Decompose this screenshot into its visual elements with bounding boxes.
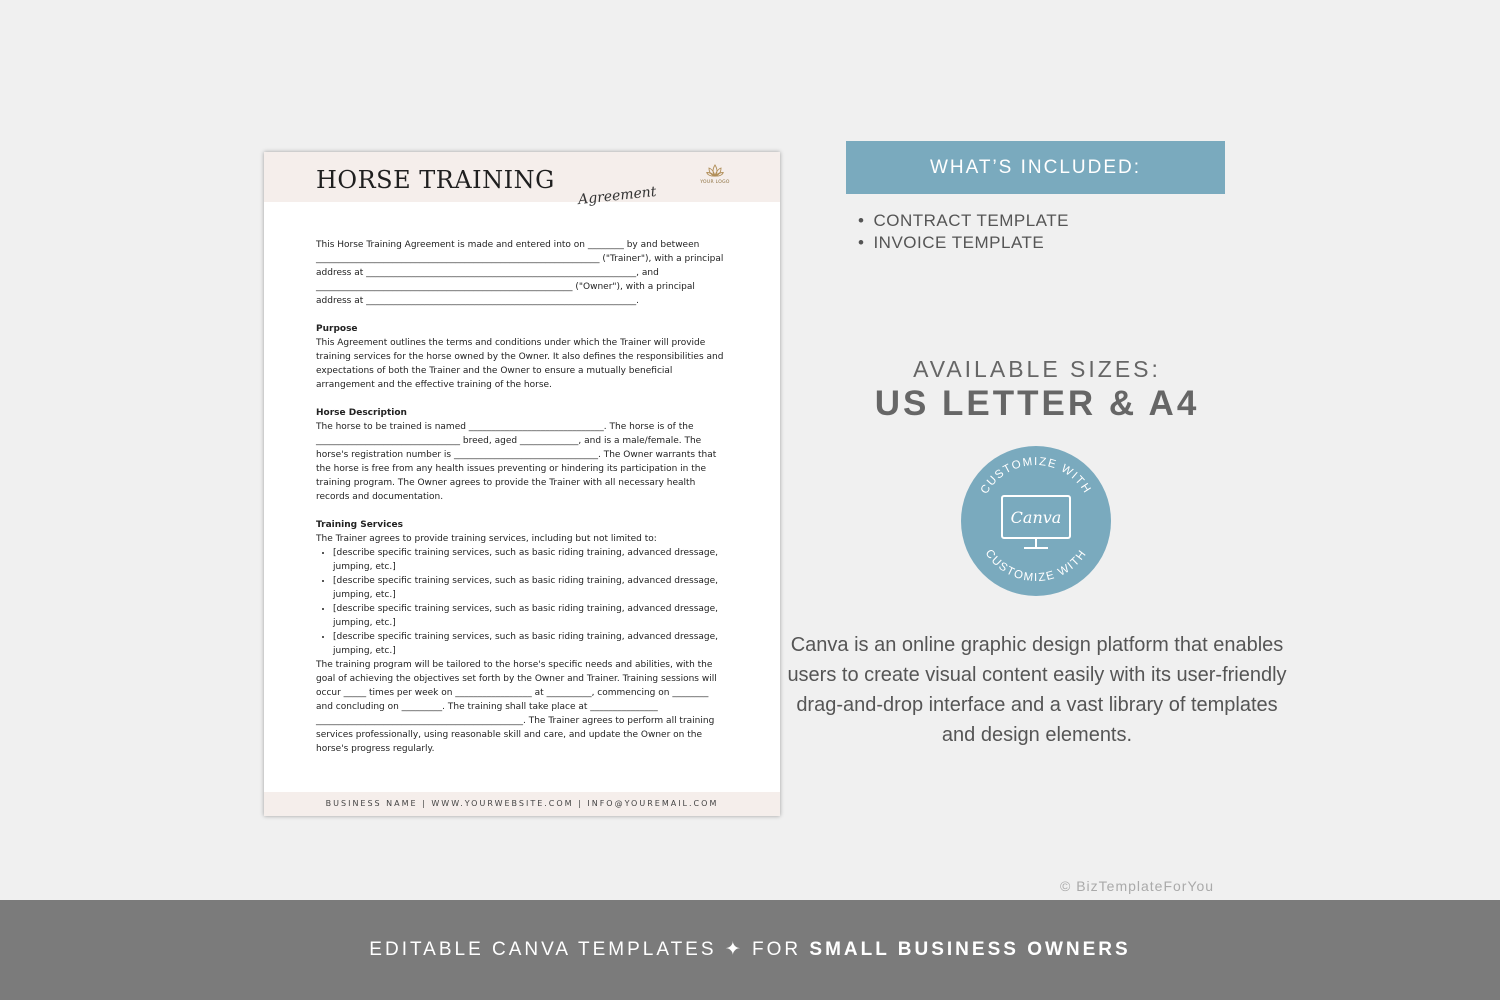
section-text: The horse to be trained is named ______________________________. The horse is of the ________________________________ breed, aged _____________, and is a male/female. The horse's registration number is ________________________________. The Owner warrants that the horse is free from any health issues preventing or hindering its participation in the training program. The Owner agrees to provide the Trainer with all necessary health records and documentation. [316, 422, 717, 502]
banner-text-part1: EDITABLE CANVA TEMPLATES [369, 939, 717, 960]
canva-wordmark: Canva [1010, 508, 1062, 527]
sizes-value: US LETTER & A4 [874, 384, 1200, 423]
sizes-label: AVAILABLE SIZES: [913, 356, 1161, 382]
section-text: The Trainer agrees to provide training services, including but not limited to: [316, 534, 657, 544]
bottom-banner [0, 900, 1500, 1000]
section-heading: Training Services [316, 520, 403, 530]
section-text: This Agreement outlines the terms and conditions under which the Trainer will provide training services for the horse owned by the Owner. It also defines the responsibilities and expectations of both the Trainer and the Owner to ensure a mutually beneficial arrangement and the effective training of the horse. [316, 338, 724, 390]
document-script-title: Agreement [577, 183, 658, 209]
badge-top-text: CUSTOMIZE WITH [978, 455, 1094, 497]
list-item: • [describe specific training services, such as basic riding training, advanced dressage, jumping, etc.] [333, 546, 726, 574]
lotus-icon [706, 163, 724, 179]
badge-graphic [961, 446, 1111, 596]
included-heading: WHAT’S INCLUDED: [846, 141, 1225, 194]
list-item: • [describe specific training services, such as basic riding training, advanced dressage, jumping, etc.] [333, 602, 726, 630]
document-footer: BUSINESS NAME | WWW.YOURWEBSITE.COM | INFO@YOUREMAIL.COM [264, 792, 780, 816]
banner-text-part2: FOR [752, 939, 802, 960]
document-preview [264, 152, 780, 816]
list-item: • CONTRACT TEMPLATE [858, 210, 1069, 232]
logo [700, 163, 730, 193]
sparkle-icon: ✦ [724, 939, 744, 960]
customize-with-canva-badge [961, 446, 1111, 596]
included-list [858, 210, 1069, 254]
badge-bottom-text: CUSTOMIZE WITH [982, 547, 1090, 585]
document-body [316, 238, 726, 756]
logo-text: YOUR LOGO [700, 180, 730, 185]
copyright-text: © BizTemplateForYou [1060, 878, 1215, 894]
document-header [264, 152, 780, 209]
training-services-list [316, 546, 726, 658]
list-item: • [describe specific training services, such as basic riding training, advanced dressage, jumping, etc.] [333, 630, 726, 658]
section-heading: Purpose [316, 324, 358, 334]
list-item: • [describe specific training services, such as basic riding training, advanced dressage, jumping, etc.] [333, 574, 726, 602]
section-closing-text: The training program will be tailored to the horse's specific needs and abilities, with the goal of achieving the objectives set forth by the Owner and Trainer. Training sessions will occur _____ times per week on _________________ at __________, commencing on ________ and concluding on _________. The training shall take place at _______________ ______________________________________________. The Trainer agrees to perform all training services professionally, using reasonable skill and care, and update the Owner on the horse's progress regularly. [316, 660, 717, 754]
document-intro: This Horse Training Agreement is made and entered into on ________ by and between _______________________________________________________________ ("Trainer"), with a principal address at ____________________________________________________________, and _________________________________________________________ ("Owner"), with a principal address at ____________________________________________________________. [316, 240, 724, 306]
document-title: HORSE TRAINING [316, 166, 555, 194]
canva-description: Canva is an online graphic design platform that enables users to create visual content easily with its user-friendly drag-and-drop interface and a vast library of templates and design elements. [787, 634, 1287, 746]
section-heading: Horse Description [316, 408, 407, 418]
banner-text-part3: SMALL BUSINESS OWNERS [809, 939, 1131, 960]
list-item: • INVOICE TEMPLATE [858, 232, 1069, 254]
